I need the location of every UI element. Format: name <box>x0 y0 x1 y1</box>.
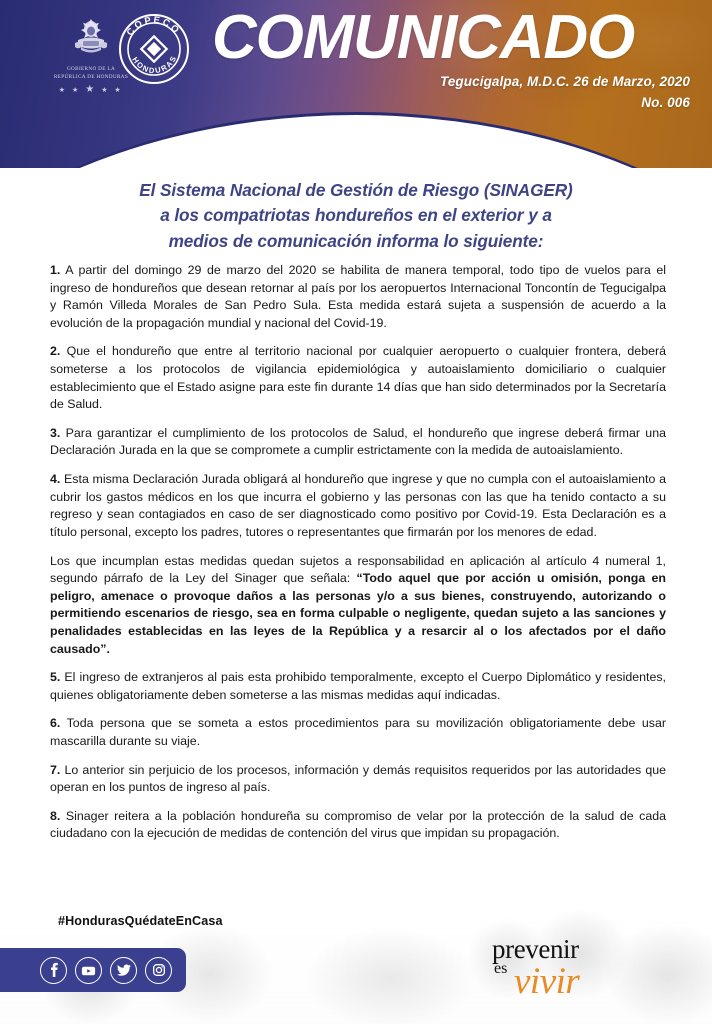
header-meta <box>440 72 690 114</box>
twitter-icon[interactable] <box>110 957 137 984</box>
slogan-word-prevenir: prevenir <box>492 934 579 964</box>
subtitle-line-2: a los compatriotas hondureños en el exterior y a <box>160 205 552 226</box>
citation-lead-text: Los que incumplan estas medidas quedan sujetos a responsabilidad en aplicación al artículo 4 numeral 1, segundo párrafo de la Ley del Sinager que señala: <box>50 553 666 586</box>
slogan-word-es: es <box>494 960 508 977</box>
subtitle-line-3: medios de comunicación informa lo siguiente: <box>168 230 544 251</box>
copeco-logo <box>118 13 190 85</box>
body-paragraph <box>50 425 666 460</box>
document-subtitle <box>0 178 712 254</box>
slogan-word-vivir: vivir <box>514 961 580 1002</box>
body-paragraph <box>50 808 666 843</box>
page-title: COMUNICADO <box>212 3 634 72</box>
subtitle-line-1: El Sistema Nacional de Gestión de Riesgo (SINAGER) <box>139 180 573 200</box>
document-header <box>0 0 712 168</box>
paragraph-text: Lo anterior sin perjuicio de los procesos, información y demás requisitos requeridos por las autoridades que operan en los puntos de ingreso al país. <box>50 762 666 795</box>
copeco-bottom-text: HONDURAS <box>130 53 179 76</box>
document-body <box>50 262 666 854</box>
youtube-icon[interactable] <box>75 957 102 984</box>
paragraph-text: Esta misma Declaración Jurada obligará al hondureño que ingrese y que no cumpla con el autoaislamiento a cubrir los gastos médicos en los que incurra el gobierno y las personas con las que ha tenido contacto a su regreso y sean contagiados en caso de ser diagnosticado como positivo por Covid-19. Esta Declaración es a título personal, excepto los padres, tutores o representantes que firmarán por los menores de edad. <box>50 472 666 539</box>
svg-text:COPECO <box>124 14 183 38</box>
paragraph-text: Para garantizar el cumplimiento de los protocolos de Salud, el hondureño que ingrese deberá firmar una Declaración Jurada en la que se compromete a cumplir estrictamente con la medida de autoaislamiento. <box>50 425 666 458</box>
svg-text:HONDURAS <box>130 54 178 76</box>
instagram-icon[interactable] <box>145 957 172 984</box>
prevenir-es-vivir-logo <box>490 934 620 1002</box>
bulletin-number: No. 006 <box>641 94 690 110</box>
law-citation-paragraph <box>50 553 666 659</box>
header-curve-divider <box>0 112 712 168</box>
paragraph-text: Toda persona que se someta a estos procedimientos para su movilización obligatoriamente debe usar mascarilla durante su viaje. <box>50 716 667 749</box>
place-and-date: Tegucigalpa, M.D.C. 26 de Marzo, 2020 <box>439 74 690 89</box>
paragraph-number: 3. <box>50 425 61 440</box>
paragraph-text: Que el hondureño que entre al territorio nacional por cualquier aeropuerto o cualquier frontera, deberá someterse a los protocolos de vigilancia epidemiológica y autoaislamiento domiciliario o cualquier establecimiento que el Estado asigne para este fin durante 14 días que han sido determinados por la Secretaría de Salud. <box>50 344 666 412</box>
paragraph-text: Sinager reitera a la población hondureña su compromiso de velar por la protección de la salud de cada ciudadano con la ejecución de medidas de contención del virus que impidan su propagación. <box>50 808 666 841</box>
paragraph-text: El ingreso de extranjeros al pais esta prohibido temporalmente, excepto el Cuerpo Diplomático y residentes, quienes obligatoriamente deben someterse a las mismas medidas aquí indicadas. <box>50 670 666 702</box>
social-media-bar <box>0 948 186 992</box>
body-paragraph <box>50 669 666 704</box>
body-paragraph <box>50 471 666 541</box>
body-paragraph <box>50 262 666 332</box>
body-paragraph <box>50 762 666 797</box>
campaign-hashtag: #HondurasQuédateEnCasa <box>58 914 223 928</box>
paragraph-number: 2. <box>50 344 61 359</box>
copeco-top-text: COPECO <box>123 13 184 38</box>
document-footer <box>0 904 712 1024</box>
paragraph-number: 6. <box>50 716 61 731</box>
paragraph-number: 4. <box>50 472 61 487</box>
paragraph-number: 5. <box>50 670 61 685</box>
paragraph-number: 8. <box>50 808 61 823</box>
paragraph-text: A partir del domingo 29 de marzo del 2020 se habilita de manera temporal, todo tipo de vuelos para el ingreso de hondureños que desean retornar al país por los aeropuertos Internacional Toncontín de Tegucigalpa y Ramón Villeda Morales de San Pedro Sula. Esta medida estará sujeta a suspensión de acuerdo a la evolución de la propagación mundial y nacional del Covid-19. <box>50 263 666 330</box>
honduras-coat-of-arms-icon <box>70 16 112 62</box>
facebook-icon[interactable] <box>40 957 67 984</box>
paragraph-number: 1. <box>50 263 61 277</box>
body-paragraph <box>50 343 666 413</box>
gov-logo-line1: GOBIERNO DE LA <box>66 66 116 72</box>
gov-logo-stars: ★ ★ ★ ★ ★ <box>58 83 124 95</box>
paragraph-number: 7. <box>50 762 61 777</box>
body-paragraph <box>50 715 666 750</box>
citation-quoted-text: “Todo aquel que por acción u omisión, ponga en peligro, amenace o provoque daños a las personas y/o a sus bienes, construyendo, autorizando o permitiendo escenarios de riesgo, sea en forma culpable o negligente, quedan sujeto a las sanciones y penalidades establecidas en las leyes de la República y a resarcir al o los afectados por el daño causado”. <box>50 571 666 656</box>
gov-logo-line2: REPÚBLICA DE HONDURAS <box>53 73 129 80</box>
